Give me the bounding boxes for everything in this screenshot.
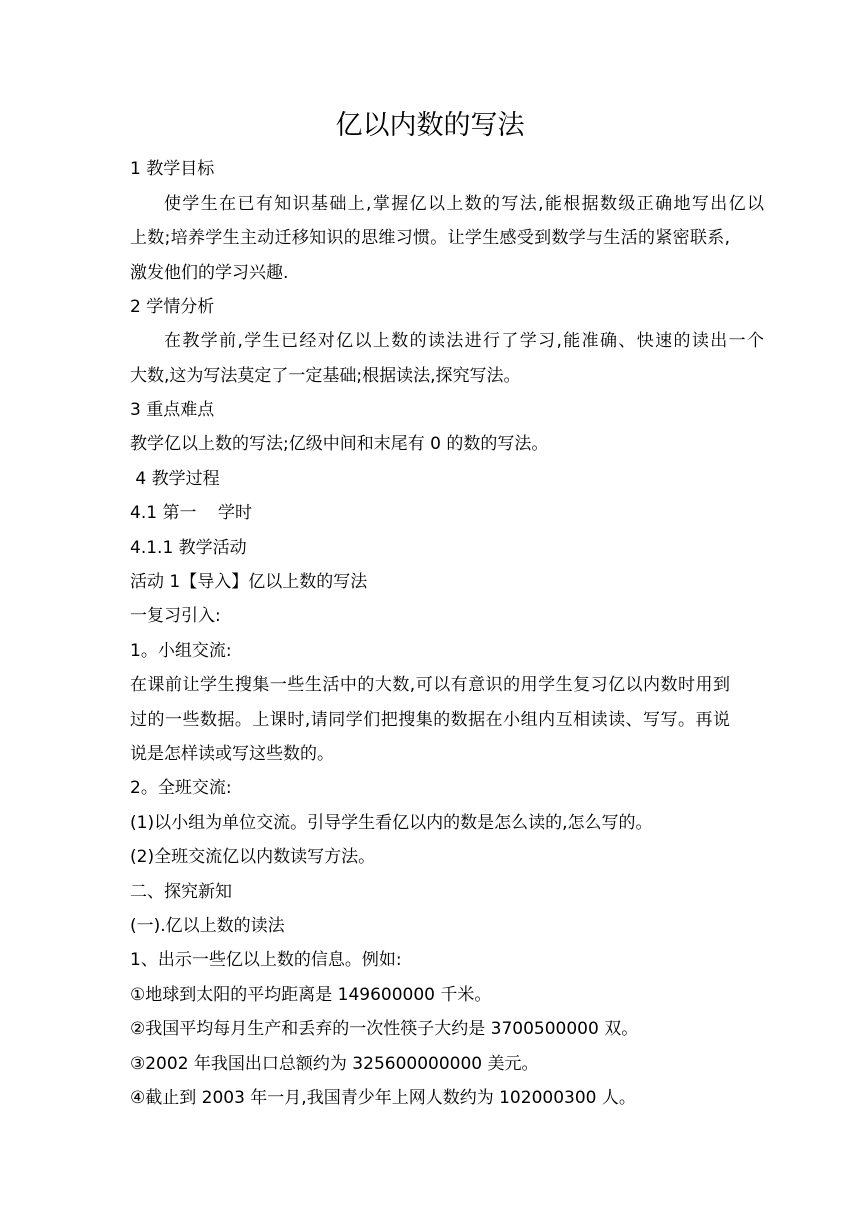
paragraph-line: 教学亿以上数的写法;亿级中间和末尾有 0 的数的写法。 xyxy=(130,434,549,454)
paragraph-line: 在课前让学生搜集一些生活中的大数,可以有意识的用学生复习亿以内数时用到 xyxy=(130,675,730,695)
paragraph-line: 说是怎样读或写这些数的。 xyxy=(130,744,334,764)
paragraph-line: 在教学前,学生已经对亿以上数的读法进行了学习,能准确、快速的读出一个 xyxy=(164,331,764,351)
list-item: ③2002 年我国出口总额约为 325600000000 美元。 xyxy=(130,1054,539,1074)
section-heading: 2 学情分析 xyxy=(130,297,215,317)
paragraph-line: 1。小组交流: xyxy=(130,641,232,661)
paragraph-line: 1、出示一些亿以上数的信息。例如: xyxy=(130,950,402,970)
list-item: ①地球到太阳的平均距离是 149600000 千米。 xyxy=(130,985,492,1005)
document-title: 亿以内数的写法 xyxy=(335,110,525,141)
activity-heading: 活动 1【导入】亿以上数的写法 xyxy=(130,572,368,592)
paragraph-line: 激发他们的学习兴趣. xyxy=(130,263,289,283)
paragraph-line: 上数;培养学生主动迁移知识的思维习惯。让学生感受到数学与生活的紧密联系, xyxy=(130,228,730,248)
list-item: ④截止到 2003 年一月,我国青少年上网人数约为 102000300 人。 xyxy=(130,1088,636,1108)
paragraph-line: 2。全班交流: xyxy=(130,778,232,798)
list-item: ②我国平均每月生产和丢弃的一次性筷子大约是 3700500000 双。 xyxy=(130,1019,639,1039)
subsection-heading: 4.1.1 教学活动 xyxy=(130,538,247,558)
section-heading: 4 教学过程 xyxy=(130,469,220,489)
paragraph-line: 一复习引入: xyxy=(130,606,221,626)
paragraph-line: (2)全班交流亿以内数读写方法。 xyxy=(130,847,376,867)
section-heading: 1 教学目标 xyxy=(130,159,215,179)
paragraph-line: 过的一些数据。上课时,请同学们把搜集的数据在小组内互相读读、写写。再说 xyxy=(130,710,730,730)
paragraph-line: (一).亿以上数的读法 xyxy=(130,916,285,936)
paragraph-line: 大数,这为写法莫定了一定基础;根据读法,探究写法。 xyxy=(130,366,521,386)
paragraph-line: (1)以小组为单位交流。引导学生看亿以内的数是怎么读的,怎么写的。 xyxy=(130,813,653,833)
subsection-heading: 4.1 第一 学时 xyxy=(130,503,253,523)
section-heading: 3 重点难点 xyxy=(130,400,215,420)
paragraph-line: 二、探究新知 xyxy=(130,882,232,902)
paragraph-line: 使学生在已有知识基础上,掌握亿以上数的写法,能根据数级正确地写出亿以 xyxy=(164,194,764,214)
